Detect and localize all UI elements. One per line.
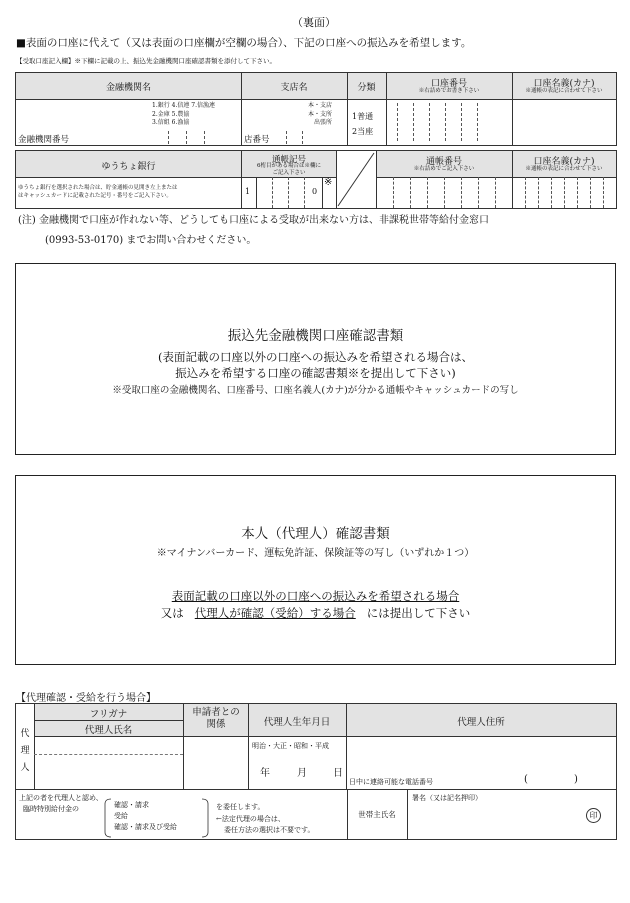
signature-label: 署名（又は記名押印）: [412, 794, 482, 802]
birth-header: 代理人生年月日: [263, 717, 331, 728]
line3-suffix: には提出して下さい: [366, 606, 471, 620]
side-char-1: 代: [20, 729, 30, 739]
bank-type-1: 1.銀行 4.信連 7.信漁連: [152, 102, 215, 109]
line3-prefix: 又は: [160, 606, 184, 620]
birth-day-label: 日: [333, 768, 343, 779]
fill-note: 【受取口座記入欄】※下欄に記載の上、振込先金融機関口座確認書類を添付して下さい。: [16, 57, 276, 65]
identity-document-line-3: [16, 605, 615, 621]
phone-paren-close: ): [574, 774, 578, 785]
account-number-field[interactable]: [397, 103, 497, 141]
bank-type-2: 2.金庫 5.農協: [152, 110, 190, 118]
yucho-header: ゆうちょ銀行: [101, 162, 156, 172]
branch-type-2: 本・支所: [308, 110, 333, 118]
legal-note-1: ←法定代理の場合は、: [216, 815, 285, 823]
symbol-last-digit: 0: [312, 187, 318, 196]
side-char-3: 人: [20, 763, 30, 773]
delegate-line-2: 臨時特別給付金の: [23, 805, 79, 813]
account-document-line-2: 振込みを希望する口座の確認書類※を提出して下さい): [175, 366, 456, 380]
identity-document-box: [15, 475, 616, 665]
symbol-note-1: 6桁目がある場合は※欄に: [256, 163, 321, 169]
furigana-header: フリガナ: [89, 709, 128, 720]
account-document-line-1: (表面記載の口座以外の口座への振込みを希望される場合は、: [158, 350, 473, 364]
phone-paren-open: (: [524, 774, 528, 785]
branch-type-list: [308, 102, 332, 128]
line3-proxy: 代理人が確認（受給）する場合: [194, 606, 356, 620]
branch-code-field[interactable]: [278, 131, 328, 144]
type-header: 分類: [357, 83, 376, 93]
bank-type-list: [152, 102, 215, 128]
page-side-label: （裏面）: [292, 16, 336, 29]
passbook-number-field[interactable]: [376, 177, 512, 208]
bank-header: 金融機関名: [105, 83, 151, 93]
branch-header: 支店名: [280, 83, 308, 93]
name-header-note: ※通帳の表記に合わせて下さい: [525, 88, 603, 94]
right-bracket: [201, 798, 209, 838]
branch-type-1: 本・支店: [308, 102, 333, 109]
bank-type-3: 3.信組 6.漁協: [152, 119, 190, 126]
passbook-number-note: ※右詰めでご記入下さい: [413, 166, 475, 172]
birth-year-label: 年: [260, 768, 270, 779]
name-header: 口座名義(カナ): [533, 79, 595, 89]
account-header: 口座番号: [430, 79, 467, 89]
account-document-line-3: ※受取口座の金融機関名、口座番号、口座名義人(カナ)が分かる通帳やキャッシュカードの写し: [112, 385, 519, 396]
intro-text: ■表面の口座に代えて（又は表面の口座欄が空欄の場合）、下記の口座への振込みを希望します。: [16, 37, 472, 49]
option-receive[interactable]: 受給: [114, 812, 128, 820]
identity-document-line-2: 表面記載の口座以外の口座への振込みを希望される場合: [171, 589, 460, 603]
option-confirm-claim-receive[interactable]: 確認・請求及び受給: [114, 823, 177, 831]
legal-note-2: 委任方法の選択は不要です。: [224, 826, 315, 834]
account-document-box: [15, 263, 616, 455]
proxy-heading: 【代理確認・受給を行う場合】: [16, 693, 156, 704]
proxy-table: [15, 703, 617, 840]
diagonal-strike: [336, 151, 376, 208]
branch-type-3: 出張所: [314, 119, 333, 126]
proxy-side-label: [16, 704, 35, 789]
head-of-household-label: 世帯主氏名: [358, 810, 396, 819]
era-options[interactable]: 明治・大正・昭和・平成: [252, 742, 329, 750]
sixth-digit-mark: ※: [324, 177, 333, 188]
side-char-2: 理: [20, 746, 30, 756]
yucho-description: [18, 184, 178, 200]
birth-month-label: 月: [297, 768, 307, 779]
note-line-2: (0993-53-0170) までお問い合わせください。: [45, 235, 257, 246]
yucho-name-note: ※通帳の表記に合わせて下さい: [525, 166, 603, 172]
yucho-desc-2: はキャッシュカードに記載された記号・番号をご記入下さい。: [18, 193, 172, 199]
passbook-number-header: 通帳番号: [425, 157, 462, 167]
relation-header: 申請者との関係: [192, 707, 240, 730]
symbol-field[interactable]: [241, 177, 336, 208]
yucho-name-field[interactable]: [512, 177, 616, 208]
bank-code-label: 金融機関番号: [18, 135, 70, 145]
identity-document-title: 本人（代理人）確認書類: [241, 526, 390, 542]
branch-code-label: 店番号: [244, 135, 270, 145]
address-header: 代理人住所: [457, 717, 505, 728]
yucho-name-header: 口座名義(カナ): [533, 157, 595, 167]
account-document-title: 振込先金融機関口座確認書類: [227, 328, 404, 344]
phone-label: 日中に連絡可能な電話番号: [349, 778, 433, 786]
bank-table: [15, 72, 617, 146]
symbol-first-digit: 1: [245, 187, 251, 196]
class-current[interactable]: 2当座: [352, 127, 374, 136]
account-header-note: ※右詰めでお書き下さい: [418, 88, 480, 94]
option-confirm-claim[interactable]: 確認・請求: [114, 801, 149, 809]
entrust-text: を委任します。: [216, 803, 265, 811]
identity-document-line-1: ※マイナンバーカード、運転免許証、保険証等の写し（いずれか１つ）: [156, 548, 475, 559]
left-bracket: [104, 798, 112, 838]
class-ordinary[interactable]: 1普通: [352, 112, 374, 121]
delegate-line-1: 上記の者を代理人と認め、: [19, 794, 103, 802]
yucho-table: [15, 150, 617, 209]
note-line-1: (注) 金融機関で口座が作れない等、どうしても口座による受取が出来ない方は、非課税世帯等給付金窓口: [18, 215, 489, 226]
symbol-header: 通帳記号: [271, 155, 306, 165]
proxy-name-header: 代理人氏名: [84, 725, 133, 736]
yucho-desc-1: ゆうちょ銀行を選択された場合は、貯金通帳の見開き左上または: [18, 185, 178, 191]
bank-code-field[interactable]: [156, 131, 216, 144]
seal-mark: 印: [586, 808, 601, 823]
delegation-options: [114, 800, 177, 833]
symbol-note-2: ご記入下さい: [272, 170, 306, 176]
